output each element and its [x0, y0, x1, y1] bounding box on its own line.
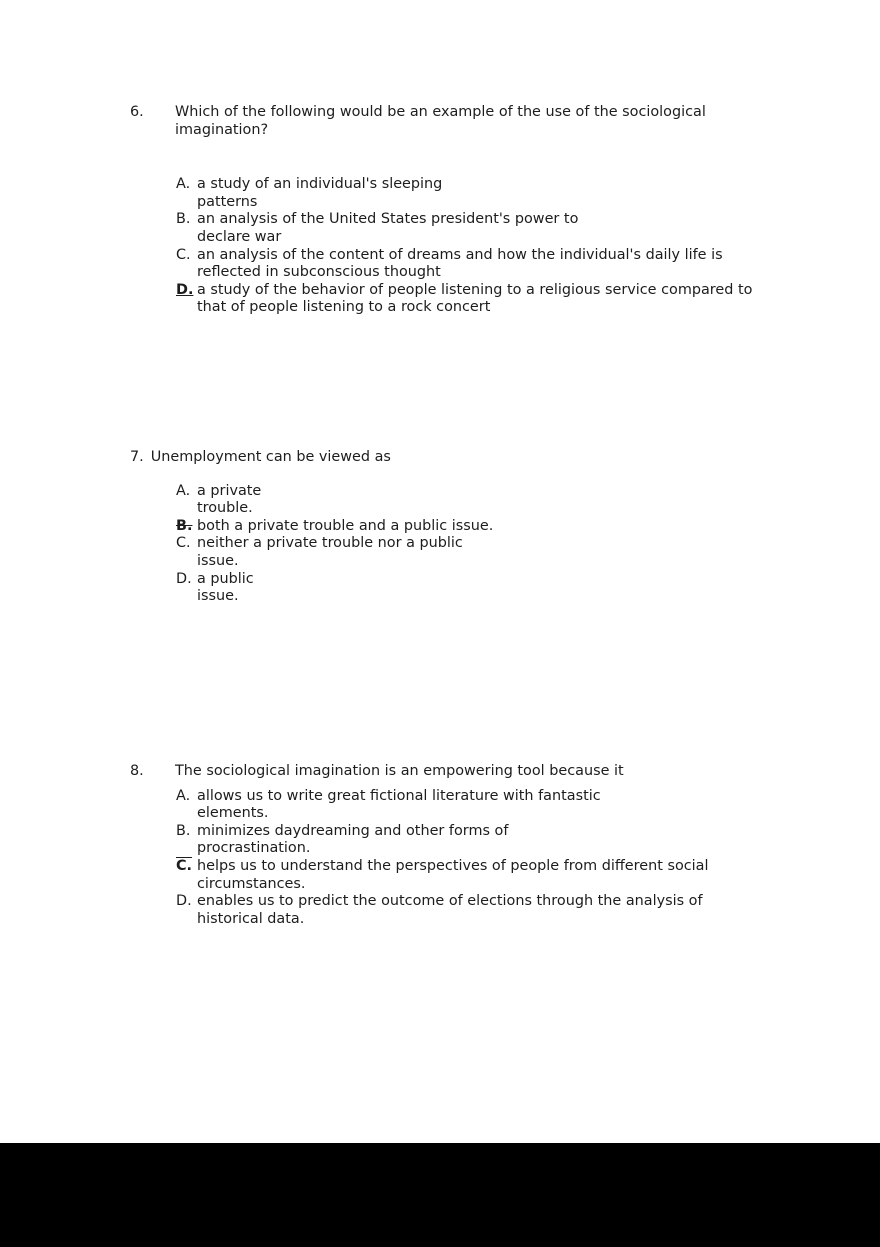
option-letter: A.	[176, 482, 191, 499]
option-text-line: a public	[197, 570, 254, 587]
option-text-line: procrastination.	[197, 840, 311, 857]
question-7	[130, 449, 830, 606]
question-number: 6.	[130, 104, 144, 120]
question-number: 8.	[130, 763, 144, 779]
question-6	[130, 104, 830, 317]
option-text	[197, 823, 508, 858]
option-text-line: neither a private trouble nor a public	[197, 535, 463, 552]
option-text-line: an analysis of the United States president's power to	[197, 211, 579, 228]
option-text-line: minimizes daydreaming and other forms of	[197, 822, 509, 839]
option-c	[176, 535, 830, 570]
options-list	[176, 176, 830, 317]
option-d	[176, 893, 830, 928]
option-letter: D.	[176, 570, 192, 587]
option-text	[197, 518, 493, 536]
option-text	[197, 211, 578, 246]
option-text	[197, 893, 703, 928]
option-text-line: declare war	[197, 228, 282, 245]
question-title	[175, 763, 624, 781]
option-b	[176, 211, 830, 246]
question-8-heading	[130, 763, 830, 781]
option-text-line: circumstances.	[197, 875, 306, 892]
options-list	[176, 788, 830, 929]
option-text	[197, 571, 254, 606]
option-letter: A.	[176, 176, 191, 193]
option-c-marked-answer	[176, 858, 830, 893]
option-text	[197, 483, 261, 518]
question-title: Unemployment can be viewed as	[150, 449, 391, 465]
option-text	[197, 788, 601, 823]
question-6-heading	[130, 104, 830, 139]
option-a	[176, 483, 830, 518]
option-text-line: a study of the behavior of people listening to a religious service compared to	[197, 281, 753, 298]
option-text-line: patterns	[197, 193, 258, 210]
option-a	[176, 176, 830, 211]
option-text-line: elements.	[197, 805, 269, 822]
option-letter-marked: C.	[176, 857, 193, 874]
option-text	[197, 176, 442, 211]
question-title-line: The sociological imagination is an empowering tool because it	[175, 763, 624, 779]
options-list	[176, 483, 830, 606]
option-letter: B.	[176, 822, 191, 839]
option-text-line: that of people listening to a rock concert	[197, 299, 491, 316]
option-text-line: trouble.	[197, 500, 253, 517]
option-d-marked-answer	[176, 282, 830, 317]
option-text-line: historical data.	[197, 910, 305, 927]
option-text-line: issue.	[197, 552, 239, 569]
bottom-black-bar	[0, 1143, 880, 1247]
question-number: 7.	[130, 449, 144, 465]
option-text-line: both a private trouble and a public issue.	[197, 517, 494, 534]
option-d	[176, 571, 830, 606]
option-a	[176, 788, 830, 823]
option-letter: D.	[176, 893, 192, 910]
option-text-line: issue.	[197, 588, 239, 605]
option-text-line: reflected in subconscious thought	[197, 264, 441, 281]
option-letter-marked: B.	[176, 517, 193, 534]
option-text	[197, 247, 723, 282]
question-title-line: imagination?	[175, 121, 269, 138]
option-text-line: an analysis of the content of dreams and how the individual's daily life is	[197, 246, 723, 263]
question-title	[175, 104, 706, 139]
question-title-line: Which of the following would be an example of the use of the sociological	[175, 104, 706, 120]
option-text-line: a study of an individual's sleeping	[197, 176, 443, 193]
option-text-line: allows us to write great fictional literature with fantastic	[197, 787, 601, 804]
option-text	[197, 535, 463, 570]
option-b-marked-answer	[176, 518, 830, 536]
option-text	[197, 282, 752, 317]
option-text	[197, 858, 709, 893]
option-letter: C.	[176, 535, 191, 552]
option-text-line: enables us to predict the outcome of elections through the analysis of	[197, 893, 703, 910]
option-letter: A.	[176, 787, 191, 804]
question-7-heading	[130, 449, 830, 467]
option-letter: C.	[176, 246, 191, 263]
option-text-line: helps us to understand the perspectives of people from different social	[197, 857, 709, 874]
option-letter-marked: D.	[176, 281, 194, 298]
option-b	[176, 823, 830, 858]
question-8	[130, 763, 830, 928]
option-c	[176, 247, 830, 282]
option-text-line: a private	[197, 482, 262, 499]
option-letter: B.	[176, 211, 191, 228]
